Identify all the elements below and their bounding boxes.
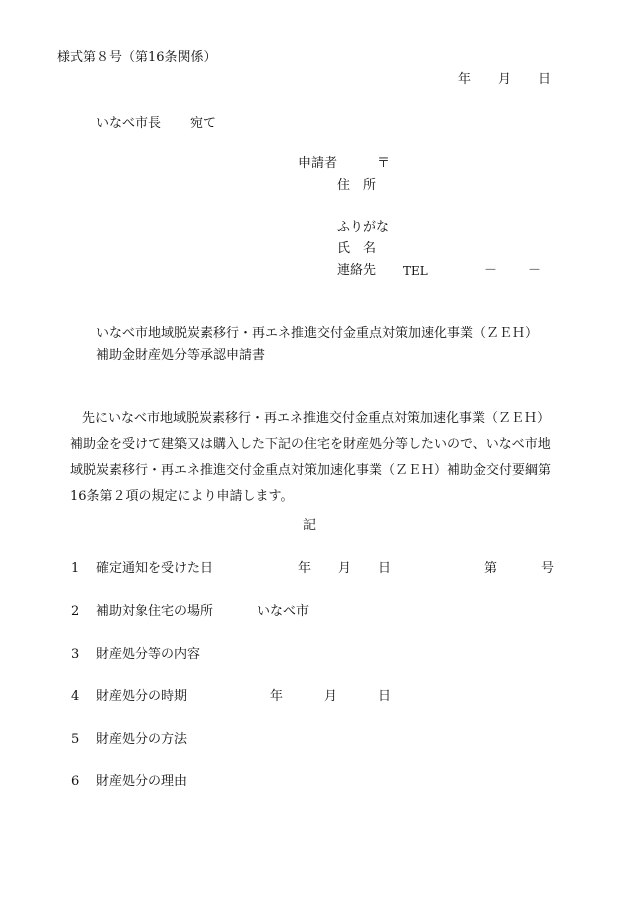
item-4-day: 日 [378,689,392,704]
body-line-1: 先にいなべ市地域脱炭素移行・再エネ推進交付金重点対策加速化事業（ＺＥＨ） [82,411,551,426]
item-4-label: 財産処分の時期 [96,689,188,704]
body-line-3: 域脱炭素移行・再エネ推進交付金重点対策加速化事業（ＺＥＨ）補助金交付要綱第 [70,463,552,478]
date-month-label: 月 [498,72,512,87]
applicant-label: 申請者 [298,156,338,171]
item-1-go: 号 [541,561,555,576]
addressee-suffix: 宛て [190,116,217,131]
date-day-label: 日 [538,72,552,87]
tel-label: TEL [403,264,428,278]
item-3-label: 財産処分等の内容 [96,647,201,662]
ki-heading: 記 [303,518,317,533]
item-1-label: 確定通知を受けた日 [96,561,214,576]
item-4-year: 年 [270,689,284,704]
item-2-number: 2 [71,604,80,619]
name-label: 氏 名 [337,241,377,256]
item-2-value: いなべ市 [257,604,310,619]
item-6-number: 6 [71,774,80,789]
body-line-2: 補助金を受けて建築又は購入した下記の住宅を財産処分等したいので、いなべ市地 [70,437,551,452]
document-title-line-1: いなべ市地域脱炭素移行・再エネ推進交付金重点対策加速化事業（ＺＥＨ） [96,326,539,341]
item-6-label: 財産処分の理由 [96,774,188,789]
tel-dash-1: － [484,263,498,278]
body-paragraph [70,406,556,510]
document-title-line-2: 補助金財産処分等承認申請書 [96,348,266,363]
postal-mark: 〒 [377,156,391,171]
item-5-label: 財産処分の方法 [96,732,188,747]
item-1-month: 月 [338,561,352,576]
form-number: 様式第８号（第16条関係） [57,50,217,65]
item-4-month: 月 [324,689,338,704]
addressee-name: いなべ市長 [96,116,162,131]
tel-dash-2: － [528,263,542,278]
item-1-year: 年 [298,561,312,576]
item-1-number: 1 [71,561,80,576]
address-label: 住 所 [337,178,377,193]
item-4-number: 4 [71,689,80,704]
date-year-label: 年 [458,72,472,87]
item-1-day: 日 [378,561,392,576]
contact-label: 連絡先 [337,263,377,278]
item-5-number: 5 [71,732,80,747]
body-line-4: 16条第２項の規定により申請します。 [70,489,294,504]
item-3-number: 3 [71,647,80,662]
item-1-dai: 第 [484,561,498,576]
furigana-label: ふりがな [337,220,390,235]
item-2-label: 補助対象住宅の場所 [96,604,214,619]
